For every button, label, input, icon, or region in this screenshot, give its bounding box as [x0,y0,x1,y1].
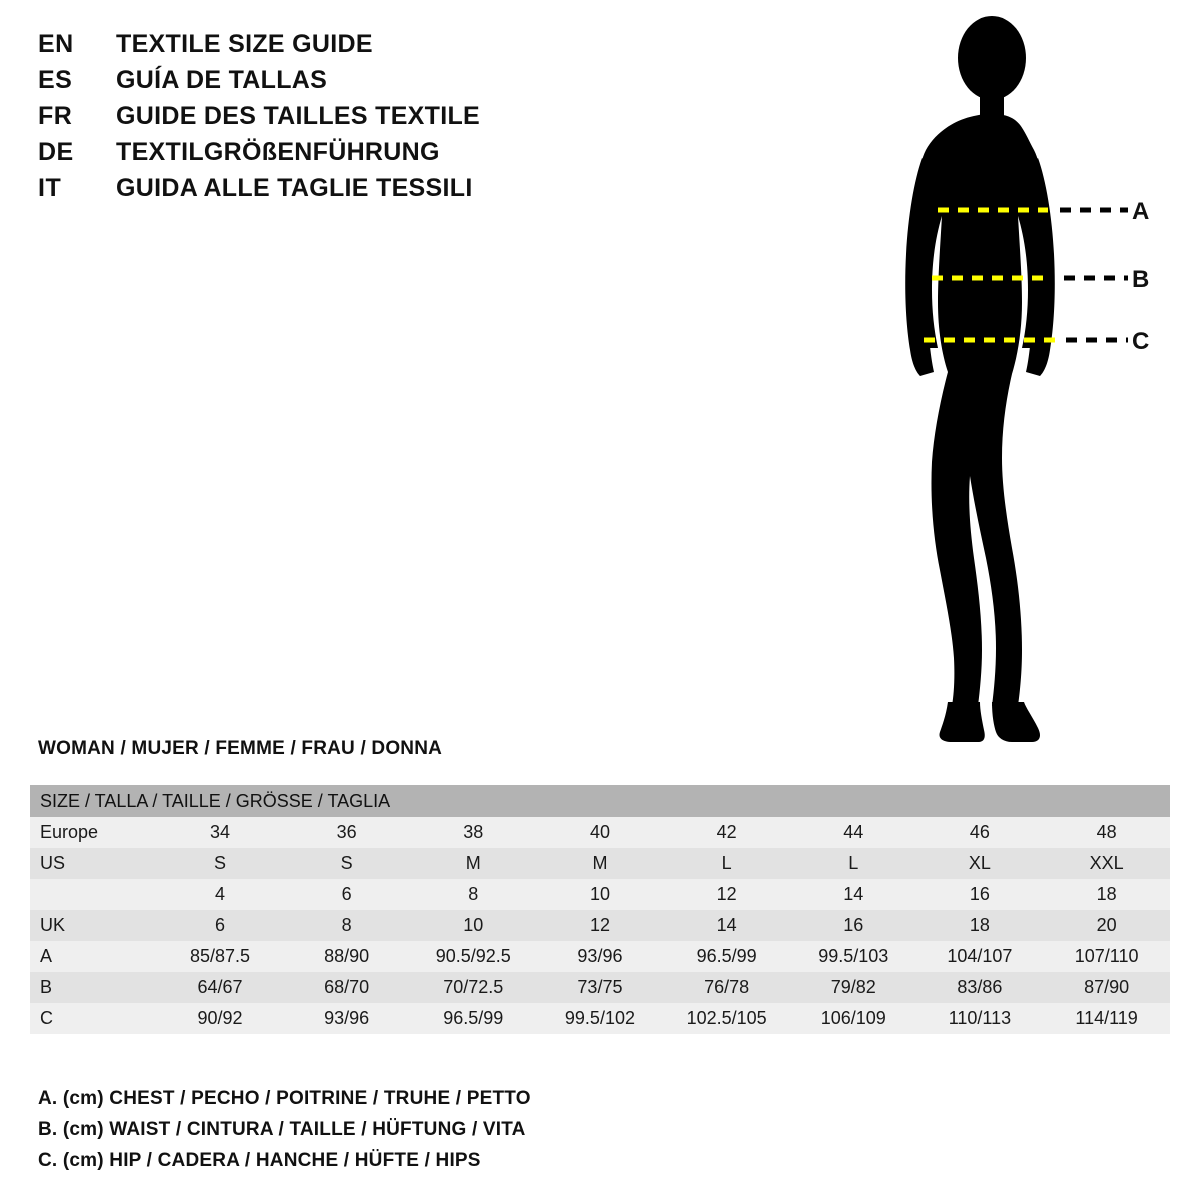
language-code: EN [38,30,74,58]
table-cell: 93/96 [537,941,664,972]
table-cell: 6 [157,910,284,941]
table-cell: 87/90 [1043,972,1170,1003]
measure-marker-c: C [1132,328,1150,355]
table-cell: 16 [917,879,1044,910]
language-row [38,138,658,174]
table-cell: 73/75 [537,972,664,1003]
table-cell: S [283,848,410,879]
row-label: Europe [30,817,157,848]
table-cell: 40 [537,817,664,848]
language-code: ES [38,66,73,94]
table-cell: 10 [410,910,537,941]
table-cell: 18 [1043,879,1170,910]
table-row [30,910,1170,941]
table-cell: 99.5/102 [537,1003,664,1034]
table-cell: 96.5/99 [410,1003,537,1034]
table-cell: S [157,848,284,879]
language-row [38,174,658,210]
language-title: GUIDA ALLE TAGLIE TESSILI [116,174,473,202]
table-cell: 12 [663,879,790,910]
legend-row-a: A. (cm) CHEST / PECHO / POITRINE / TRUHE / PETTO [38,1088,531,1109]
table-cell: 90.5/92.5 [410,941,537,972]
table-cell: L [663,848,790,879]
table-cell: 107/110 [1043,941,1170,972]
table-cell: 46 [917,817,1044,848]
table-cell: 4 [157,879,284,910]
legend-row-b: B. (cm) WAIST / CINTURA / TAILLE / HÜFTUNG / VITA [38,1119,526,1140]
language-title: TEXTILGRÖßENFÜHRUNG [116,138,440,166]
table-cell: 104/107 [917,941,1044,972]
female-silhouette-icon [860,10,1190,750]
table-cell: 10 [537,879,664,910]
language-title: TEXTILE SIZE GUIDE [116,30,373,58]
language-title-block [38,30,658,210]
measurement-legend [38,1088,938,1181]
table-cell: XL [917,848,1044,879]
language-row [38,102,658,138]
table-cell: 14 [663,910,790,941]
table-cell: 16 [790,910,917,941]
table-cell: 83/86 [917,972,1044,1003]
table-row [30,941,1170,972]
table-cell: M [537,848,664,879]
table-cell: 18 [917,910,1044,941]
table-cell: 20 [1043,910,1170,941]
body-measurement-figure [860,10,1190,750]
table-cell: 79/82 [790,972,917,1003]
table-cell: L [790,848,917,879]
row-label: C [30,1003,157,1034]
table-cell: XXL [1043,848,1170,879]
table-cell: 70/72.5 [410,972,537,1003]
table-cell: 12 [537,910,664,941]
table-cell: 93/96 [283,1003,410,1034]
legend-row-c: C. (cm) HIP / CADERA / HANCHE / HÜFTE / HIPS [38,1150,481,1171]
language-title: GUIDE DES TAILLES TEXTILE [116,102,481,130]
language-row [38,66,658,102]
table-row [30,848,1170,879]
table-row [30,879,1170,910]
row-label: UK [30,910,157,941]
table-cell: 64/67 [157,972,284,1003]
table-cell: 96.5/99 [663,941,790,972]
table-cell: 8 [283,910,410,941]
table-cell: 99.5/103 [790,941,917,972]
language-row [38,30,658,66]
table-cell: 48 [1043,817,1170,848]
table-row [30,972,1170,1003]
table-cell: 68/70 [283,972,410,1003]
row-label: B [30,972,157,1003]
table-cell: 8 [410,879,537,910]
table-cell: 114/119 [1043,1003,1170,1034]
table-cell: 42 [663,817,790,848]
table-cell: 44 [790,817,917,848]
table-cell: 102.5/105 [663,1003,790,1034]
row-label [30,879,157,910]
table-cell: 14 [790,879,917,910]
table-cell: 6 [283,879,410,910]
measure-marker-a: A [1132,198,1150,225]
table-cell: M [410,848,537,879]
table-cell: 88/90 [283,941,410,972]
measure-marker-b: B [1132,266,1150,293]
table-cell: 110/113 [917,1003,1044,1034]
row-label: A [30,941,157,972]
row-label: US [30,848,157,879]
table-row [30,1003,1170,1034]
section-label-woman: WOMAN / MUJER / FEMME / FRAU / DONNA [38,738,443,759]
table-cell: 85/87.5 [157,941,284,972]
table-cell: 106/109 [790,1003,917,1034]
language-code: IT [38,174,62,202]
table-cell: 90/92 [157,1003,284,1034]
table-cell: 34 [157,817,284,848]
table-header-cell: SIZE / TALLA / TAILLE / GRÖSSE / TAGLIA [30,785,1170,817]
language-code: DE [38,138,74,166]
table-row [30,817,1170,848]
language-title: GUÍA DE TALLAS [116,66,328,94]
table-cell: 38 [410,817,537,848]
table-cell: 76/78 [663,972,790,1003]
table-cell: 36 [283,817,410,848]
language-code: FR [38,102,73,130]
table-header-row [30,785,1170,817]
size-table [30,785,1170,1034]
